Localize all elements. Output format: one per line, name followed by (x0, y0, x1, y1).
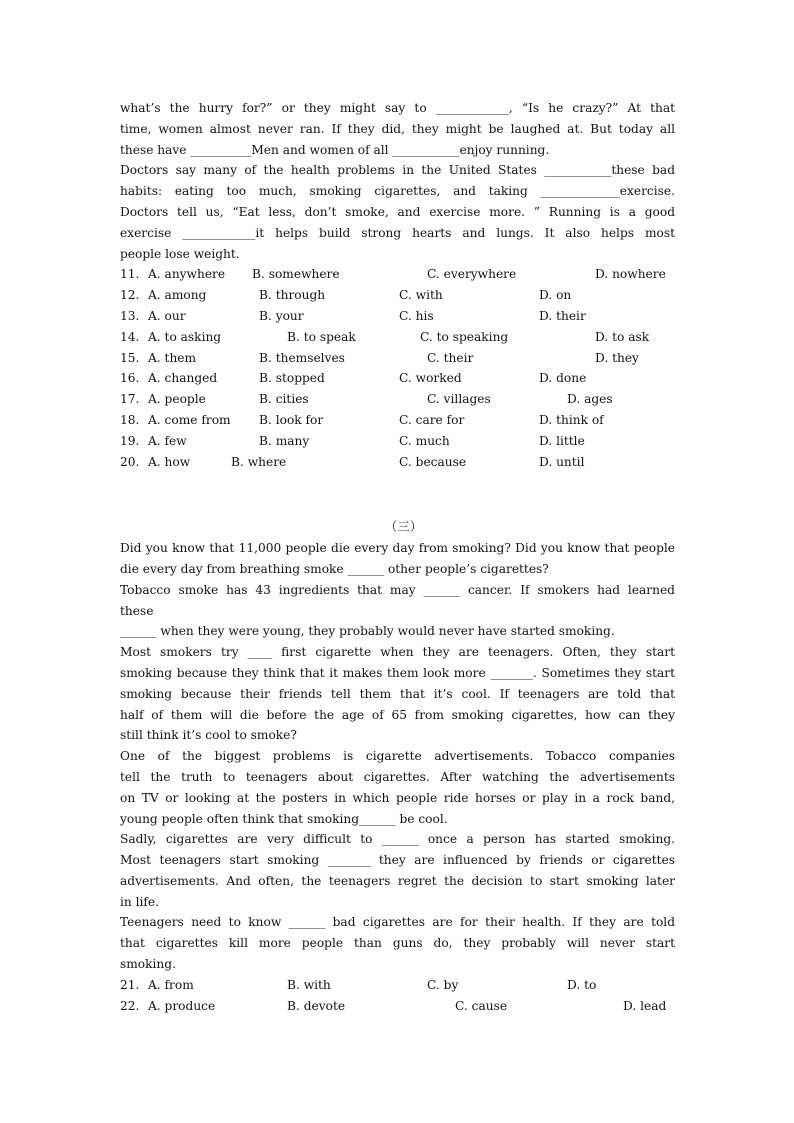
option-c: C. to speaking (420, 329, 509, 344)
option-a: A. come from (148, 412, 231, 427)
passage-line: advertisements. And often, the teenagers regret the decision to start smoking later (120, 873, 675, 888)
question-number: 19. (120, 433, 140, 448)
option-a: A. people (148, 392, 206, 407)
option-d: D. on (539, 288, 572, 303)
option-a: A. produce (148, 998, 216, 1013)
option-b: B. themselves (259, 350, 345, 365)
passage-line: Tobacco smoke has 43 ingredients that may ______ cancer. If smokers had learned (120, 582, 675, 597)
option-b: B. cities (259, 392, 309, 407)
option-b: B. with (287, 977, 331, 992)
option-c: C. by (427, 977, 459, 992)
passage-line: Most teenagers start smoking _______ they are influenced by friends or cigarettes (120, 853, 675, 868)
passage-line: Doctors tell us, “Eat less, don’t smoke, and exercise more. ” Running is a good (120, 204, 675, 219)
option-c: C. much (399, 433, 450, 448)
option-d: D. ages (567, 392, 613, 407)
option-a: A. anywhere (148, 267, 226, 282)
option-a: A. our (148, 308, 186, 323)
section-title: （三） (384, 519, 423, 535)
question-row (120, 285, 675, 306)
question-row (120, 996, 675, 1017)
option-d: D. think of (539, 412, 604, 427)
option-d: D. until (539, 454, 585, 469)
option-a: A. from (148, 977, 194, 992)
option-c: C. his (399, 308, 434, 323)
passage-line: Most smokers try ____ first cigarette when they are teenagers. Often, they start (120, 645, 675, 660)
option-d: D. little (539, 433, 585, 448)
passage-line: ______ when they were young, they probably would never have started smoking. (120, 624, 615, 639)
passage-3-text (120, 538, 675, 975)
question-number: 15. (120, 350, 140, 365)
option-d: D. to (567, 977, 597, 992)
option-a: A. to asking (148, 329, 222, 344)
passage-line: in life. (120, 894, 160, 909)
passage-line: Teenagers need to know ______ bad cigarettes are for their health. If they are told (120, 915, 675, 930)
option-d: D. nowhere (595, 267, 666, 282)
question-list-3 (120, 975, 675, 1017)
question-number: 21. (120, 977, 140, 992)
question-number: 17. (120, 392, 140, 407)
option-b: B. look for (259, 412, 324, 427)
question-number: 20. (120, 454, 140, 469)
option-b: B. somewhere (252, 267, 340, 282)
passage-line: young people often think that smoking______ be cool. (120, 811, 448, 826)
question-row (120, 306, 675, 327)
option-a: A. changed (148, 371, 218, 386)
question-row (120, 975, 675, 996)
question-row (120, 431, 675, 452)
question-number: 11. (120, 267, 140, 282)
option-c: C. villages (427, 392, 491, 407)
option-b: B. stopped (259, 371, 325, 386)
question-row (120, 348, 675, 369)
passage-line: exercise ____________it helps build strong hearts and lungs. It also helps most (120, 225, 675, 240)
passage-line: these (120, 603, 154, 618)
option-c: C. because (399, 454, 467, 469)
passage-line: One of the biggest problems is cigarette advertisements. Tobacco companies (120, 749, 675, 764)
option-d: D. they (595, 350, 639, 365)
passage-line: Sadly, cigarettes are very difficult to ______ once a person has started smoking. (120, 832, 675, 847)
question-row (120, 264, 675, 285)
question-row (120, 452, 675, 473)
question-row (120, 327, 675, 348)
option-c: C. worked (399, 371, 462, 386)
passage-line: die every day from breathing smoke ______ other people’s cigarettes? (120, 561, 549, 576)
option-c: C. cause (455, 998, 508, 1013)
question-number: 12. (120, 288, 140, 303)
passage-line: on TV or looking at the posters in which people ride horses or play in a rock band, (120, 790, 675, 805)
passage-line: smoking because their friends tell them that it’s cool. If teenagers are told that (120, 686, 675, 701)
passage-line: Doctors say many of the health problems in the United States ___________these bad (120, 163, 675, 178)
passage-line: time, women almost never ran. If they did, they might be laughed at. But today all (120, 121, 675, 136)
question-row (120, 410, 675, 431)
option-d: D. lead (623, 998, 667, 1013)
option-a: A. how (148, 454, 191, 469)
question-row (120, 389, 675, 410)
question-number: 18. (120, 412, 140, 427)
option-b: B. to speak (287, 329, 356, 344)
question-number: 22. (120, 998, 140, 1013)
passage-line: these have __________Men and women of all ___________enjoy running. (120, 142, 550, 157)
option-d: D. to ask (595, 329, 650, 344)
option-b: B. where (231, 454, 287, 469)
passage-line: smoking because they think that it makes them look more _______. Sometimes they start (120, 665, 675, 680)
option-b: B. many (259, 433, 310, 448)
question-list-2 (120, 264, 675, 472)
option-b: B. devote (287, 998, 346, 1013)
passage-line: people lose weight. (120, 246, 240, 261)
question-number: 16. (120, 371, 140, 386)
passage-line: smoking. (120, 957, 176, 972)
passage-line: what’s the hurry for?” or they might say to ____________, “Is he crazy?” At that (120, 101, 675, 115)
option-d: D. done (539, 371, 587, 386)
option-c: C. care for (399, 412, 465, 427)
document-page (120, 98, 675, 1016)
option-c: C. everywhere (427, 267, 517, 282)
option-a: A. few (148, 433, 187, 448)
option-d: D. their (539, 308, 586, 323)
option-c: C. their (427, 350, 474, 365)
option-b: B. through (259, 288, 326, 303)
option-c: C. with (399, 288, 443, 303)
passage-2-text (120, 98, 675, 264)
question-number: 14. (120, 329, 140, 344)
passage-line: still think it’s cool to smoke? (120, 728, 297, 743)
passage-line: half of them will die before the age of 65 from smoking cigarettes, how can they (120, 707, 675, 722)
passage-line: tell the truth to teenagers about cigarettes. After watching the advertisements (120, 769, 675, 784)
question-row (120, 368, 675, 389)
passage-line: habits: eating too much, smoking cigarettes, and taking _____________exercise. (120, 184, 675, 199)
question-number: 13. (120, 308, 140, 323)
passage-line: Did you know that 11,000 people die every day from smoking? Did you know that people (120, 541, 675, 556)
passage-line: that cigarettes kill more people than guns do, they probably will never start (120, 936, 675, 951)
option-b: B. your (259, 308, 304, 323)
option-a: A. among (148, 288, 207, 303)
option-a: A. them (148, 350, 197, 365)
